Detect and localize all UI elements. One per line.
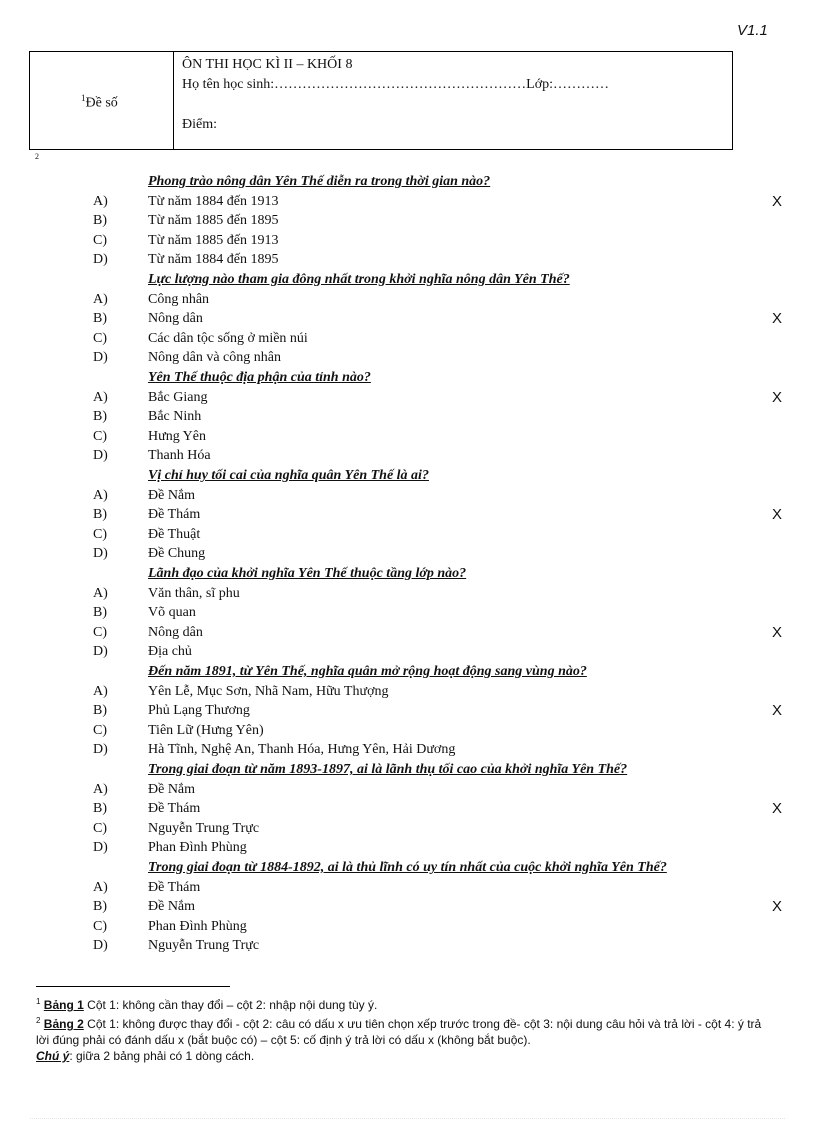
question-text: Đến năm 1891, từ Yên Thế, nghĩa quân mở rộng hoạt động sang vùng nào? xyxy=(148,664,587,679)
option-letter: A) xyxy=(93,781,108,797)
exam-info-cell xyxy=(182,55,609,135)
option-text: Đề Thám xyxy=(148,507,201,523)
option-text: Từ năm 1884 đến 1895 xyxy=(148,252,279,268)
option-text: Phan Đình Phùng xyxy=(148,918,247,934)
answer-option xyxy=(0,348,816,368)
answer-option xyxy=(0,250,816,270)
option-letter: B) xyxy=(93,213,107,229)
option-letter: C) xyxy=(93,330,107,346)
footnote-ref-2: 2 xyxy=(35,152,39,161)
option-letter: B) xyxy=(93,507,107,523)
option-text: Công nhân xyxy=(148,291,210,307)
answer-option xyxy=(0,878,816,898)
answer-option xyxy=(0,682,816,702)
option-letter: D) xyxy=(93,840,108,856)
answer-option xyxy=(0,407,816,427)
student-name-line: Họ tên học sinh:………………………………………………Lớp:………… xyxy=(182,77,609,92)
answer-option xyxy=(0,505,816,525)
option-letter: C) xyxy=(93,428,107,444)
question-text: Vị chỉ huy tối cai của nghĩa quân Yên Thế là ai? xyxy=(148,468,429,483)
answer-option xyxy=(0,584,816,604)
question-row xyxy=(0,466,816,486)
correct-mark: X xyxy=(772,310,783,328)
question-text: Trong giai đoạn từ năm 1893-1897, ai là lãnh thụ tối cao của khởi nghĩa Yên Thế? xyxy=(148,762,628,777)
answer-option xyxy=(0,211,816,231)
option-letter: D) xyxy=(93,938,108,954)
answer-option xyxy=(0,721,816,741)
answer-option xyxy=(0,623,816,643)
question-text: Trong giai đoạn từ 1884-1892, ai là thủ lĩnh có uy tín nhất của cuộc khởi nghĩa Yên Thế? xyxy=(148,860,667,875)
score-label: Điểm: xyxy=(182,117,217,132)
option-text: Đề Thám xyxy=(148,801,201,817)
question-row xyxy=(0,270,816,290)
answer-option xyxy=(0,642,816,662)
answer-option xyxy=(0,231,816,251)
option-text: Từ năm 1885 đến 1895 xyxy=(148,213,279,229)
option-text: Tiên Lữ (Hưng Yên) xyxy=(148,722,264,738)
option-letter: A) xyxy=(93,291,108,307)
answer-option xyxy=(0,838,816,858)
answer-option xyxy=(0,486,816,506)
question-text: Lực lượng nào tham gia đông nhất trong khởi nghĩa nông dân Yên Thế? xyxy=(148,272,570,287)
option-letter: A) xyxy=(93,683,108,699)
question-row xyxy=(0,368,816,388)
option-text: Hưng Yên xyxy=(148,428,207,444)
option-text: Các dân tộc sống ở miền núi xyxy=(148,330,308,346)
answer-option xyxy=(0,309,816,329)
footnote-separator xyxy=(36,986,230,987)
answer-option xyxy=(0,603,816,623)
footnote-1-text: Cột 1: không cần thay đổi – cột 2: nhập nội dung tùy ý. xyxy=(83,998,378,1012)
answer-option xyxy=(0,388,816,408)
exam-number-cell xyxy=(30,52,174,149)
correct-mark: X xyxy=(772,623,783,641)
option-letter: A) xyxy=(93,487,108,503)
option-letter: C) xyxy=(93,820,107,836)
answer-option xyxy=(0,427,816,447)
option-text: Nguyễn Trung Trực xyxy=(148,938,260,954)
option-text: Từ năm 1885 đến 1913 xyxy=(148,232,279,248)
version-label: V1.1 xyxy=(737,22,768,39)
footnote-ref-1: 1 xyxy=(81,93,86,103)
option-text: Bắc Ninh xyxy=(148,409,202,425)
option-letter: D) xyxy=(93,546,108,562)
option-letter: D) xyxy=(93,448,108,464)
option-text: Địa chủ xyxy=(148,644,192,660)
answer-option xyxy=(0,701,816,721)
note-label: Chú ý xyxy=(36,1049,70,1063)
exam-header-table xyxy=(29,51,733,150)
question-text: Yên Thế thuộc địa phận của tỉnh nào? xyxy=(148,370,371,385)
option-text: Đề Chung xyxy=(148,546,206,562)
option-letter: C) xyxy=(93,722,107,738)
correct-mark: X xyxy=(772,192,783,210)
footnote-1-label: Bảng 1 xyxy=(43,998,84,1012)
answer-option xyxy=(0,799,816,819)
option-text: Nông dân và công nhân xyxy=(148,350,281,366)
option-text: Đề Thuật xyxy=(148,526,201,542)
answer-option xyxy=(0,290,816,310)
exam-number-label: Đề số xyxy=(85,95,118,111)
correct-mark: X xyxy=(772,506,783,524)
page-bottom-rule xyxy=(30,1118,785,1119)
option-letter: B) xyxy=(93,605,107,621)
option-letter: C) xyxy=(93,624,107,640)
option-letter: D) xyxy=(93,350,108,366)
option-letter: A) xyxy=(93,193,108,209)
footnote-2-number: 2 xyxy=(36,1016,41,1025)
exam-number xyxy=(81,93,118,112)
answer-option xyxy=(0,525,816,545)
question-text: Phong trào nông dân Yên Thế diễn ra trong thời gian nào? xyxy=(148,174,491,189)
option-letter: C) xyxy=(93,918,107,934)
answer-option xyxy=(0,329,816,349)
correct-mark: X xyxy=(772,898,783,916)
correct-mark: X xyxy=(772,702,783,720)
option-text: Đề Nắm xyxy=(148,781,196,797)
question-row xyxy=(0,858,816,878)
footnote-2-label: Bảng 2 xyxy=(43,1017,84,1031)
note-text: : giữa 2 bảng phải có 1 dòng cách. xyxy=(69,1049,255,1063)
option-text: Bắc Giang xyxy=(148,389,208,405)
option-text: Nông dân xyxy=(148,311,203,327)
option-text: Võ quan xyxy=(148,605,196,621)
question-row xyxy=(0,662,816,682)
answer-option xyxy=(0,446,816,466)
option-letter: B) xyxy=(93,899,107,915)
correct-mark: X xyxy=(772,388,783,406)
option-text: Yên Lễ, Mục Sơn, Nhã Nam, Hữu Thượng xyxy=(148,683,389,699)
option-letter: B) xyxy=(93,703,107,719)
footnote-2 xyxy=(36,1013,766,1048)
answer-option xyxy=(0,192,816,212)
option-letter: B) xyxy=(93,409,107,425)
option-text: Phủ Lạng Thương xyxy=(148,703,250,719)
option-text: Nguyễn Trung Trực xyxy=(148,820,260,836)
option-letter: B) xyxy=(93,311,107,327)
option-text: Đề Thám xyxy=(148,879,201,895)
footnote-1 xyxy=(36,994,766,1013)
answer-option xyxy=(0,936,816,956)
question-row xyxy=(0,564,816,584)
option-text: Từ năm 1884 đến 1913 xyxy=(148,193,279,209)
option-letter: D) xyxy=(93,742,108,758)
option-letter: D) xyxy=(93,644,108,660)
question-row xyxy=(0,172,816,192)
answer-option xyxy=(0,917,816,937)
footnotes xyxy=(36,994,766,1064)
footnote-1-number: 1 xyxy=(36,997,41,1006)
option-letter: C) xyxy=(93,232,107,248)
option-text: Phan Đình Phùng xyxy=(148,840,247,856)
answer-option xyxy=(0,780,816,800)
footnote-2-text: Cột 1: không được thay đổi - cột 2: câu có dấu x ưu tiên chọn xếp trước trong đề- cột 3: nội dung câu hỏi và trả lời - cột 4: ý trả lời đúng phải có đánh dấu x (bắt buộc có) – cột 5: cố định ý trả lời có dấu x (không bắt buộc). xyxy=(36,1017,762,1047)
answer-option xyxy=(0,819,816,839)
option-text: Hà Tĩnh, Nghệ An, Thanh Hóa, Hưng Yên, Hải Dương xyxy=(148,742,456,758)
option-text: Văn thân, sĩ phu xyxy=(148,585,240,601)
option-letter: D) xyxy=(93,252,108,268)
option-letter: A) xyxy=(93,389,108,405)
option-text: Đề Nắm xyxy=(148,899,196,915)
exam-title: ÔN THI HỌC KÌ II – KHỐI 8 xyxy=(182,57,353,72)
option-letter: A) xyxy=(93,585,108,601)
option-text: Thanh Hóa xyxy=(148,448,211,464)
footnote-note xyxy=(36,1048,766,1064)
question-text: Lãnh đạo của khởi nghĩa Yên Thế thuộc tầng lớp nào? xyxy=(148,566,467,581)
question-row xyxy=(0,760,816,780)
answer-option xyxy=(0,544,816,564)
answer-option xyxy=(0,897,816,917)
option-letter: A) xyxy=(93,879,108,895)
option-text: Nông dân xyxy=(148,624,203,640)
option-letter: C) xyxy=(93,526,107,542)
answer-option xyxy=(0,740,816,760)
correct-mark: X xyxy=(772,800,783,818)
option-letter: B) xyxy=(93,801,107,817)
option-text: Đề Nắm xyxy=(148,487,196,503)
